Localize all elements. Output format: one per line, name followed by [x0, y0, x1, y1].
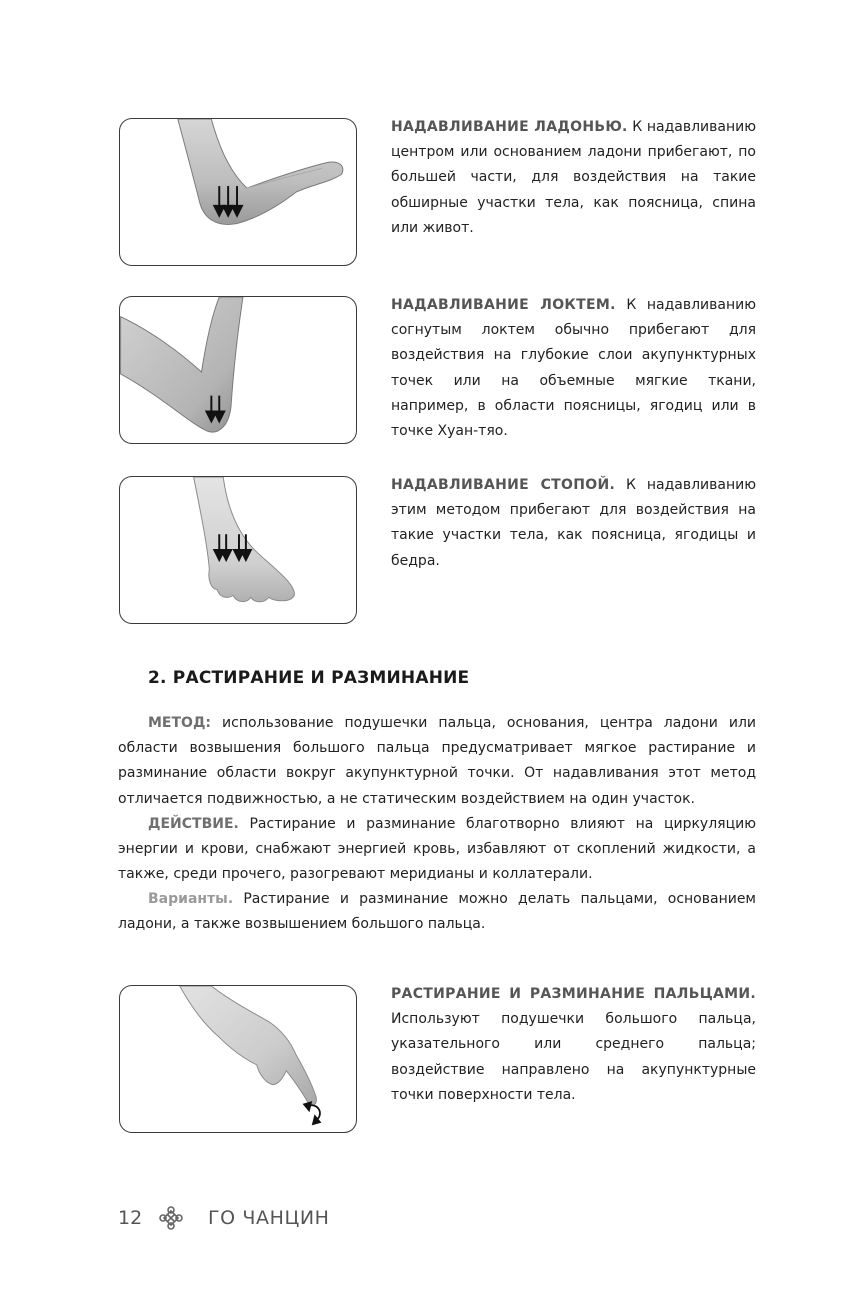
elbow-press-description	[391, 293, 756, 444]
elbow-press-title: НАДАВЛИВАНИЕ ЛОКТЕМ.	[391, 297, 616, 313]
finger-rub-text: Используют подушечки большого пальца, указательного или среднего пальца; воздействие направлено на акупунктурные точки поверхности тела.	[391, 1011, 756, 1103]
page-number: 12	[118, 1207, 143, 1229]
rub-circle-icon	[304, 1102, 320, 1124]
palm-press-description	[391, 115, 756, 241]
endless-knot-icon	[158, 1205, 184, 1231]
elbow-press-illustration	[119, 296, 357, 444]
elbow-press-text: К надавливанию согнутым локтем обычно прибегают для воздействия на глубокие слои акупунктурных точек или на объемные мягкие ткани, например, в области поясницы, ягодиц или в точке Хуан-тяо.	[391, 297, 757, 440]
press-arrows-icon	[214, 186, 242, 216]
author-name: ГО ЧАНЦИН	[208, 1207, 330, 1229]
palm-press-title: НАДАВЛИВАНИЕ ЛАДОНЬЮ.	[391, 119, 628, 135]
foot-press-description	[391, 473, 756, 574]
foot-press-drawing	[120, 477, 356, 623]
elbow-press-drawing	[120, 297, 356, 443]
method-paragraph	[118, 711, 756, 812]
action-text: Растирание и разминание благотворно влияют на циркуляцию энергии и крови, снабжают энергией кровь, избавляют от скоплений жидкости, а также, среди прочего, разогревают меридианы и коллатерали.	[118, 816, 756, 883]
palm-press-drawing	[120, 119, 356, 265]
method-text: использование подушечки пальца, основания, центра ладони или области возвышения большого пальца предусматривает мягкое растирание и разминание области вокруг акупунктурной точки. От надавливания этот метод отличается подвижностью, а не статическим воздействием на один участок.	[118, 715, 756, 807]
action-paragraph	[118, 812, 756, 888]
finger-rub-drawing	[120, 986, 356, 1132]
foot-press-title: НАДАВЛИВАНИЕ СТОПОЙ.	[391, 477, 616, 493]
foot-press-illustration	[119, 476, 357, 624]
finger-rub-description	[391, 982, 756, 1108]
variants-paragraph	[118, 887, 756, 937]
finger-rub-illustration	[119, 985, 357, 1133]
palm-press-text: К надавливанию центром или основанием ладони прибегают, по большей части, для воздействия на такие обширные участки тела, как поясница, спина или живот.	[391, 119, 756, 236]
method-label: МЕТОД:	[148, 715, 212, 731]
action-label: ДЕЙСТВИЕ.	[148, 816, 239, 832]
variants-text: Растирание и разминание можно делать пальцами, основанием ладони, а также возвышением большого пальца.	[118, 891, 756, 933]
palm-press-illustration	[119, 118, 357, 266]
page-footer	[118, 1203, 330, 1233]
variants-label: Варианты.	[148, 891, 234, 907]
foot-press-text: К надавливанию этим методом прибегают для воздействия на такие участки тела, как поясница, ягодицы и бедра.	[391, 477, 756, 569]
section-heading: 2. РАСТИРАНИЕ И РАЗМИНАНИЕ	[148, 668, 470, 688]
finger-rub-title: РАСТИРАНИЕ И РАЗМИНАНИЕ ПАЛЬЦАМИ.	[391, 986, 756, 1002]
